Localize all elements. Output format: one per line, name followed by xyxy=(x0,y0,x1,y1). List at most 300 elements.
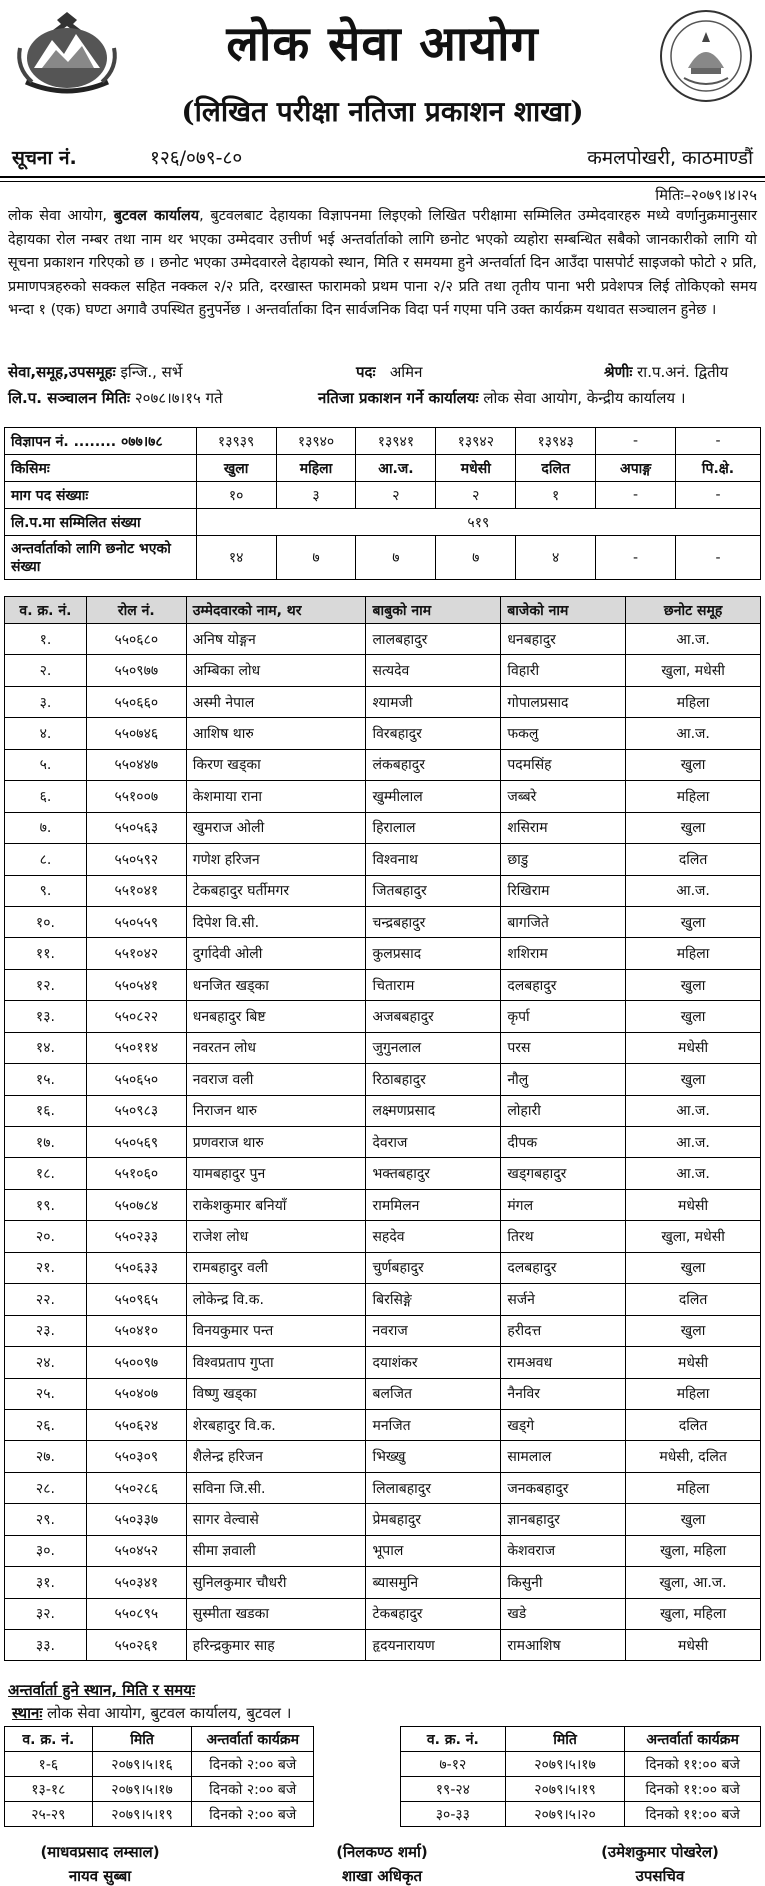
table-cell: पदमसिंह xyxy=(501,749,626,780)
table-cell: सुनिलकुमार चौधरी xyxy=(186,1567,366,1598)
schedule-cell: ७-१२ xyxy=(401,1752,506,1777)
table-cell: जब्बरे xyxy=(501,781,626,812)
table-cell: ५५०४१० xyxy=(86,1315,186,1346)
table-cell: १२. xyxy=(5,969,87,1000)
signatory-name: (माधवप्रसाद लम्साल) xyxy=(40,1843,160,1861)
table-cell: ६. xyxy=(5,781,87,812)
schedule-row xyxy=(401,1752,761,1777)
result-office-info xyxy=(318,388,686,408)
interview-place-value: लोक सेवा आयोग, बुटवल कार्यालय, बुटवल । xyxy=(42,1704,292,1722)
table-row xyxy=(5,1504,761,1535)
col-header-roll: रोल नं. xyxy=(86,597,186,624)
schedule-header-date: मिति xyxy=(92,1727,192,1752)
table-cell: ५५०३४१ xyxy=(86,1567,186,1598)
included-count: ५१९ xyxy=(196,509,760,536)
table-cell: ७. xyxy=(5,812,87,843)
schedule-cell: १-६ xyxy=(5,1752,93,1777)
table-cell: धनबहादुर बिष्ट xyxy=(186,1001,366,1032)
table-cell: ३३. xyxy=(5,1630,87,1661)
table-cell: २. xyxy=(5,655,87,686)
table-cell: ५५०२३३ xyxy=(86,1221,186,1252)
table-row xyxy=(5,749,761,780)
adv-number: १३९३९ xyxy=(196,428,276,455)
selected-label: अन्तर्वार्ताको लागि छनोट भएको संख्या xyxy=(5,536,197,580)
table-cell: टेकबहादुर xyxy=(366,1598,501,1629)
table-cell: नवराज वली xyxy=(186,1064,366,1095)
table-row xyxy=(5,812,761,843)
table-cell: ११. xyxy=(5,938,87,969)
table-cell: महिला xyxy=(626,1472,761,1503)
vacancy-table xyxy=(4,427,761,580)
type-label: किसिमः xyxy=(5,455,197,482)
posts-row xyxy=(5,482,761,509)
table-cell: विष्णु खड्का xyxy=(186,1378,366,1409)
results-table xyxy=(4,596,761,1661)
table-cell: खुला, मधेसी xyxy=(626,1221,761,1252)
table-cell: लोकेन्द्र वि.क. xyxy=(186,1284,366,1315)
adv-number: - xyxy=(676,428,761,455)
table-cell: बलजित xyxy=(366,1378,501,1409)
table-cell: ५५०४०७ xyxy=(86,1378,186,1409)
schedule-cell: २०७९।५।१९ xyxy=(505,1777,625,1802)
post-info xyxy=(356,362,422,382)
table-cell: खुम्मीलाल xyxy=(366,781,501,812)
table-cell: रिखिराम xyxy=(501,875,626,906)
table-cell: ५५०४५२ xyxy=(86,1535,186,1566)
posts-cell: - xyxy=(676,482,761,509)
schedule-cell: दिनको ११:०० बजे xyxy=(625,1802,761,1827)
table-cell: दीपक xyxy=(501,1127,626,1158)
table-cell: खुला xyxy=(626,1001,761,1032)
signatory-name: (उमेशकुमार पोखरेल) xyxy=(601,1843,719,1861)
table-cell: कुलप्रसाद xyxy=(366,938,501,969)
header-divider xyxy=(0,176,765,178)
table-cell: केशमाया राना xyxy=(186,781,366,812)
table-cell: शेरबहादुर वि.क. xyxy=(186,1409,366,1440)
table-cell: शशिराम xyxy=(501,938,626,969)
col-header-father: बाबुको नाम xyxy=(366,597,501,624)
table-cell: मधेसी xyxy=(626,1347,761,1378)
table-cell: किरण खड्का xyxy=(186,749,366,780)
table-cell: खुला, मधेसी xyxy=(626,655,761,686)
table-cell: जितबहादुर xyxy=(366,875,501,906)
results-header-row xyxy=(5,597,761,624)
table-cell: २८. xyxy=(5,1472,87,1503)
table-cell: आ.ज. xyxy=(626,1158,761,1189)
exam-date-info xyxy=(8,388,223,408)
table-cell: राकेशकुमार बनियाँ xyxy=(186,1189,366,1220)
table-cell: दिपेश वि.सी. xyxy=(186,906,366,937)
page-title: लोक सेवा आयोग xyxy=(226,16,539,72)
table-cell: २१. xyxy=(5,1252,87,1283)
table-cell: सर्जने xyxy=(501,1284,626,1315)
table-cell: दलबहादुर xyxy=(501,969,626,1000)
signature-block xyxy=(282,1842,482,1886)
table-cell: खुला, आ.ज. xyxy=(626,1567,761,1598)
signatory-name: (निलकण्ठ शर्मा) xyxy=(336,1843,428,1861)
table-cell: गोपालप्रसाद xyxy=(501,686,626,717)
posts-cell: ३ xyxy=(276,482,356,509)
table-cell: मधेसी xyxy=(626,1630,761,1661)
section-subtitle: (लिखित परीक्षा नतिजा प्रकाशन शाखा) xyxy=(181,95,584,128)
schedule-cell: दिनको ११:०० बजे xyxy=(625,1752,761,1777)
table-cell: ५५०६६० xyxy=(86,686,186,717)
table-row xyxy=(5,1158,761,1189)
type-cell: मधेसी xyxy=(436,455,516,482)
table-cell: सुस्मीता खडका xyxy=(186,1598,366,1629)
table-cell: आ.ज. xyxy=(626,718,761,749)
table-row xyxy=(5,1315,761,1346)
intro-text-1: लोक सेवा आयोग, xyxy=(8,208,114,224)
schedule-cell: २५-२९ xyxy=(5,1802,93,1827)
table-row xyxy=(5,1221,761,1252)
table-cell: राजेश लोध xyxy=(186,1221,366,1252)
table-cell: खुला xyxy=(626,1252,761,1283)
table-cell: १. xyxy=(5,624,87,655)
table-cell: ५५०२८६ xyxy=(86,1472,186,1503)
table-cell: जुगुनलाल xyxy=(366,1032,501,1063)
table-row xyxy=(5,1252,761,1283)
table-cell: ५५०११४ xyxy=(86,1032,186,1063)
schedule-header-date: मिति xyxy=(505,1727,625,1752)
table-cell: सत्यदेव xyxy=(366,655,501,686)
type-cell: महिला xyxy=(276,455,356,482)
table-cell: खुला xyxy=(626,1315,761,1346)
table-cell: ५५०८९५ xyxy=(86,1598,186,1629)
included-label: लि.प.मा सम्मिलित संख्या xyxy=(5,509,197,536)
table-cell: ५५०३०९ xyxy=(86,1441,186,1472)
table-cell: विश्वप्रताप गुप्ता xyxy=(186,1347,366,1378)
exam-date-value: २०७८।७।१५ गते xyxy=(134,389,223,407)
table-cell: ब्यासमुनि xyxy=(366,1567,501,1598)
type-cell: अपाङ्ग xyxy=(596,455,676,482)
result-office-value: लोक सेवा आयोग, केन्द्रीय कार्यालय । xyxy=(483,389,686,407)
schedule-header-time: अन्तर्वार्ता कार्यक्रम xyxy=(192,1727,314,1752)
table-cell: १३. xyxy=(5,1001,87,1032)
table-cell: २०. xyxy=(5,1221,87,1252)
table-cell: खुला xyxy=(626,812,761,843)
schedule-cell: १३-१८ xyxy=(5,1777,93,1802)
type-cell: पि.क्षे. xyxy=(676,455,761,482)
table-cell: ज्ञानबहादुर xyxy=(501,1504,626,1535)
table-cell: हृदयनारायण xyxy=(366,1630,501,1661)
table-cell: आ.ज. xyxy=(626,1127,761,1158)
table-cell: बिरसिङ्गे xyxy=(366,1284,501,1315)
table-cell: खुला xyxy=(626,906,761,937)
table-cell: केशवराज xyxy=(501,1535,626,1566)
schedule-cell: ३०-३३ xyxy=(401,1802,506,1827)
table-cell: महिला xyxy=(626,1378,761,1409)
table-cell: ५५००९७ xyxy=(86,1347,186,1378)
table-row xyxy=(5,1441,761,1472)
table-cell: भिख्खु xyxy=(366,1441,501,1472)
schedule-cell: २०७९।५।१७ xyxy=(505,1752,625,1777)
table-cell: ५५०६८० xyxy=(86,624,186,655)
table-cell: भूपाल xyxy=(366,1535,501,1566)
table-cell: नैनविर xyxy=(501,1378,626,1409)
table-cell: मंगल xyxy=(501,1189,626,1220)
type-cell: आ.ज. xyxy=(356,455,436,482)
table-cell: लोहारी xyxy=(501,1095,626,1126)
col-header-serial: व. क्र. नं. xyxy=(5,597,87,624)
table-cell: आशिष थारु xyxy=(186,718,366,749)
table-cell: किसुनी xyxy=(501,1567,626,1598)
table-row xyxy=(5,875,761,906)
table-cell: चुर्णबहादुर xyxy=(366,1252,501,1283)
table-row xyxy=(5,1535,761,1566)
table-cell: हरीदत्त xyxy=(501,1315,626,1346)
table-row xyxy=(5,1347,761,1378)
table-cell: लक्ष्मणप्रसाद xyxy=(366,1095,501,1126)
service-value: इन्जि., सर्भे xyxy=(120,363,183,381)
table-cell: ५५०५९२ xyxy=(86,844,186,875)
selected-cell: ७ xyxy=(436,536,516,580)
table-cell: विहारी xyxy=(501,655,626,686)
intro-paragraph xyxy=(8,205,757,323)
intro-text-2: , बुटवलबाट देहायका विज्ञापनमा लिइएको लिखित परीक्षामा सम्मिलित उम्मेदवारहरु मध्ये वर्णानुक्रमानुसार देहायका रोल नम्बर तथा नाम थर भएका उम्मेदवार उत्तीर्ण भई अन्तर्वार्ताको लागि छनोट भएको व्यहोरा सम्बन्धित सबैको जानकारीको लागि यो सूचना प्रकाशन गरिएको छ । छनोट भएका उम्मेदवारले देहायको स्थान, मिति र समयमा हुने अन्तर्वार्ता दिन आउँदा पासपोर्ट साइजको फोटो २ प्रति, प्रमाणपत्रहरुको सक्कल सहित नक्कल २/२ प्रति, दरखास्त फारामको प्रथम पाना २/२ प्रति तथा तृतीय पाना भरी प्रवेशपत्र लिई तोकिएको समय भन्दा १ (एक) घण्टा अगावै उपस्थित हुनुपर्नेछ । अन्तर्वार्ताका दिन सार्वजनिक विदा पर्न गएमा पनि उक्त कार्यक्रम यथावत सञ्चालन हुनेछ । xyxy=(8,208,757,318)
level-label: श्रेणीः xyxy=(604,363,633,381)
schedule-header-time: अन्तर्वार्ता कार्यक्रम xyxy=(625,1727,761,1752)
table-cell: ५. xyxy=(5,749,87,780)
table-cell: २५. xyxy=(5,1378,87,1409)
table-cell: ५५१०४२ xyxy=(86,938,186,969)
col-header-grandfather: बाजेको नाम xyxy=(501,597,626,624)
table-cell: १६. xyxy=(5,1095,87,1126)
table-row xyxy=(5,1032,761,1063)
selected-cell: १४ xyxy=(196,536,276,580)
interview-place-label: स्थानः xyxy=(12,1704,43,1722)
posts-label: माग पद संख्याः xyxy=(5,482,197,509)
posts-cell: २ xyxy=(356,482,436,509)
table-row xyxy=(5,1064,761,1095)
table-row xyxy=(5,1409,761,1440)
table-cell: मनजित xyxy=(366,1409,501,1440)
table-row xyxy=(5,1630,761,1661)
table-cell: खुला xyxy=(626,749,761,780)
table-cell: दयाशंकर xyxy=(366,1347,501,1378)
table-cell: ५५०६५० xyxy=(86,1064,186,1095)
table-cell: भक्तबहादुर xyxy=(366,1158,501,1189)
table-cell: ५५०६३३ xyxy=(86,1252,186,1283)
table-cell: ५५१०६० xyxy=(86,1158,186,1189)
schedule-header-row xyxy=(5,1727,314,1752)
selected-row xyxy=(5,536,761,580)
table-cell: खुला xyxy=(626,1064,761,1095)
table-cell: फकलु xyxy=(501,718,626,749)
table-cell: हरिन्द्रकुमार साह xyxy=(186,1630,366,1661)
table-row xyxy=(5,969,761,1000)
schedule-table-right xyxy=(400,1726,761,1827)
table-cell: ९. xyxy=(5,875,87,906)
level-info xyxy=(604,362,728,382)
table-cell: गणेश हरिजन xyxy=(186,844,366,875)
table-row xyxy=(5,1567,761,1598)
level-value: रा.प.अनं. द्वितीय xyxy=(637,363,729,381)
table-cell: रामअवध xyxy=(501,1347,626,1378)
table-cell: दलित xyxy=(626,1409,761,1440)
included-row xyxy=(5,509,761,536)
table-cell: महिला xyxy=(626,781,761,812)
table-cell: विश्वनाथ xyxy=(366,844,501,875)
adv-label: विज्ञापन नं. ........ ०७७।७८ xyxy=(5,428,197,455)
table-cell: ५५०५६३ xyxy=(86,812,186,843)
table-cell: ५५१००७ xyxy=(86,781,186,812)
table-row xyxy=(5,1378,761,1409)
notice-number: १२६/०७९-८० xyxy=(150,147,243,169)
table-cell: सागर वेल्वासे xyxy=(186,1504,366,1535)
table-row xyxy=(5,1472,761,1503)
schedule-cell: दिनको २:०० बजे xyxy=(192,1752,314,1777)
table-cell: १४. xyxy=(5,1032,87,1063)
table-cell: छाडु xyxy=(501,844,626,875)
table-cell: खुला xyxy=(626,1504,761,1535)
col-header-group: छनोट समूह xyxy=(626,597,761,624)
signatory-title: उपसचिव xyxy=(635,1867,685,1885)
table-cell: आ.ज. xyxy=(626,624,761,655)
table-cell: ५५०८२२ xyxy=(86,1001,186,1032)
table-row xyxy=(5,686,761,717)
table-cell: यामबहादुर पुन xyxy=(186,1158,366,1189)
table-cell: ५५०७४६ xyxy=(86,718,186,749)
table-cell: ५५०७८४ xyxy=(86,1189,186,1220)
selected-cell: ७ xyxy=(356,536,436,580)
table-cell: मधेसी, दलित xyxy=(626,1441,761,1472)
table-cell: ३१. xyxy=(5,1567,87,1598)
table-row xyxy=(5,624,761,655)
table-cell: धनजित खड्का xyxy=(186,969,366,1000)
table-cell: ५५०९८३ xyxy=(86,1095,186,1126)
table-cell: खडे xyxy=(501,1598,626,1629)
table-cell: खड्गे xyxy=(501,1409,626,1440)
table-cell: शसिराम xyxy=(501,812,626,843)
table-cell: १५. xyxy=(5,1064,87,1095)
table-cell: ५५०५५९ xyxy=(86,906,186,937)
adv-number: १३९४१ xyxy=(356,428,436,455)
result-office-label: नतिजा प्रकाशन गर्ने कार्यालयः xyxy=(318,389,479,407)
table-cell: खुमराज ओली xyxy=(186,812,366,843)
schedule-cell: दिनको २:०० बजे xyxy=(192,1802,314,1827)
table-cell: ५५०२६१ xyxy=(86,1630,186,1661)
table-cell: राममिलन xyxy=(366,1189,501,1220)
adv-number: १३९४३ xyxy=(516,428,596,455)
table-row xyxy=(5,844,761,875)
schedule-table-left xyxy=(4,1726,314,1827)
table-cell: प्रणवराज थारु xyxy=(186,1127,366,1158)
schedule-cell: २०७९।५।१६ xyxy=(92,1752,192,1777)
office-location: कमलपोखरी, काठमाण्डौं xyxy=(587,147,753,169)
exam-date-label: लि.प. सञ्चालन मितिः xyxy=(8,389,131,407)
table-cell: ५५०९६५ xyxy=(86,1284,186,1315)
table-cell: लंकबहादुर xyxy=(366,749,501,780)
table-cell: १७. xyxy=(5,1127,87,1158)
posts-cell: - xyxy=(596,482,676,509)
schedule-header-serial: व. क्र. नं. xyxy=(5,1727,93,1752)
adv-number: १३९४० xyxy=(276,428,356,455)
table-row xyxy=(5,938,761,969)
table-cell: खुला, महिला xyxy=(626,1535,761,1566)
table-row xyxy=(5,906,761,937)
table-cell: २६. xyxy=(5,1409,87,1440)
table-cell: ५५०४४७ xyxy=(86,749,186,780)
table-row xyxy=(5,1598,761,1629)
type-cell: खुला xyxy=(196,455,276,482)
service-info xyxy=(8,362,182,382)
adv-number: - xyxy=(596,428,676,455)
table-cell: ३२. xyxy=(5,1598,87,1629)
table-cell: चन्द्रबहादुर xyxy=(366,906,501,937)
table-row xyxy=(5,655,761,686)
table-cell: १०. xyxy=(5,906,87,937)
signature-block xyxy=(555,1842,765,1886)
posts-cell: १० xyxy=(196,482,276,509)
table-cell: आ.ज. xyxy=(626,1095,761,1126)
schedule-right-body xyxy=(401,1752,761,1827)
psc-seal-icon xyxy=(658,8,754,104)
table-cell: सहदेव xyxy=(366,1221,501,1252)
table-cell: मधेसी xyxy=(626,1032,761,1063)
adv-row xyxy=(5,428,761,455)
selected-cell: - xyxy=(596,536,676,580)
table-cell: नौलु xyxy=(501,1064,626,1095)
interview-place xyxy=(12,1703,291,1723)
table-cell: लिलाबहादुर xyxy=(366,1472,501,1503)
table-cell: सीमा ज्ञवाली xyxy=(186,1535,366,1566)
table-cell: अम्बिका लोध xyxy=(186,655,366,686)
table-cell: बागजिते xyxy=(501,906,626,937)
table-cell: अनिष योङ्गन xyxy=(186,624,366,655)
schedule-cell: २०७९।५।१७ xyxy=(92,1777,192,1802)
schedule-header-row xyxy=(401,1727,761,1752)
table-cell: ५५०५४१ xyxy=(86,969,186,1000)
table-cell: ५५०९७७ xyxy=(86,655,186,686)
table-cell: दलित xyxy=(626,844,761,875)
interview-title: अन्तर्वार्ता हुने स्थान, मिति र समयः xyxy=(8,1681,195,1699)
table-cell: विरबहादुर xyxy=(366,718,501,749)
table-cell: सामलाल xyxy=(501,1441,626,1472)
table-cell: रामआशिष xyxy=(501,1630,626,1661)
table-cell: शैलेन्द्र हरिजन xyxy=(186,1441,366,1472)
table-cell: दलबहादुर xyxy=(501,1252,626,1283)
table-cell: महिला xyxy=(626,686,761,717)
signature-block xyxy=(0,1842,200,1886)
table-cell: दलित xyxy=(626,1284,761,1315)
table-cell: हिरालाल xyxy=(366,812,501,843)
posts-cell: १ xyxy=(516,482,596,509)
table-cell: ४. xyxy=(5,718,87,749)
table-cell: सविना जि.सी. xyxy=(186,1472,366,1503)
intro-office: बुटवल कार्यालय xyxy=(113,208,200,224)
schedule-cell: २०७९।५।१९ xyxy=(92,1802,192,1827)
table-cell: ८. xyxy=(5,844,87,875)
table-cell: अजबबहादुर xyxy=(366,1001,501,1032)
type-cell: दलित xyxy=(516,455,596,482)
header-divider-thin xyxy=(0,181,765,182)
table-cell: तिरथ xyxy=(501,1221,626,1252)
table-cell: महिला xyxy=(626,938,761,969)
table-cell: खड्गबहादुर xyxy=(501,1158,626,1189)
table-cell: ५५०३३७ xyxy=(86,1504,186,1535)
table-cell: श्यामजी xyxy=(366,686,501,717)
schedule-cell: दिनको ११:०० बजे xyxy=(625,1777,761,1802)
table-cell: २९. xyxy=(5,1504,87,1535)
post-label: पदः xyxy=(356,363,376,381)
table-row xyxy=(5,781,761,812)
table-cell: प्रेमबहादुर xyxy=(366,1504,501,1535)
table-cell: निराजन थारु xyxy=(186,1095,366,1126)
table-cell: ५५१०४१ xyxy=(86,875,186,906)
table-row xyxy=(5,1189,761,1220)
table-cell: १८. xyxy=(5,1158,87,1189)
